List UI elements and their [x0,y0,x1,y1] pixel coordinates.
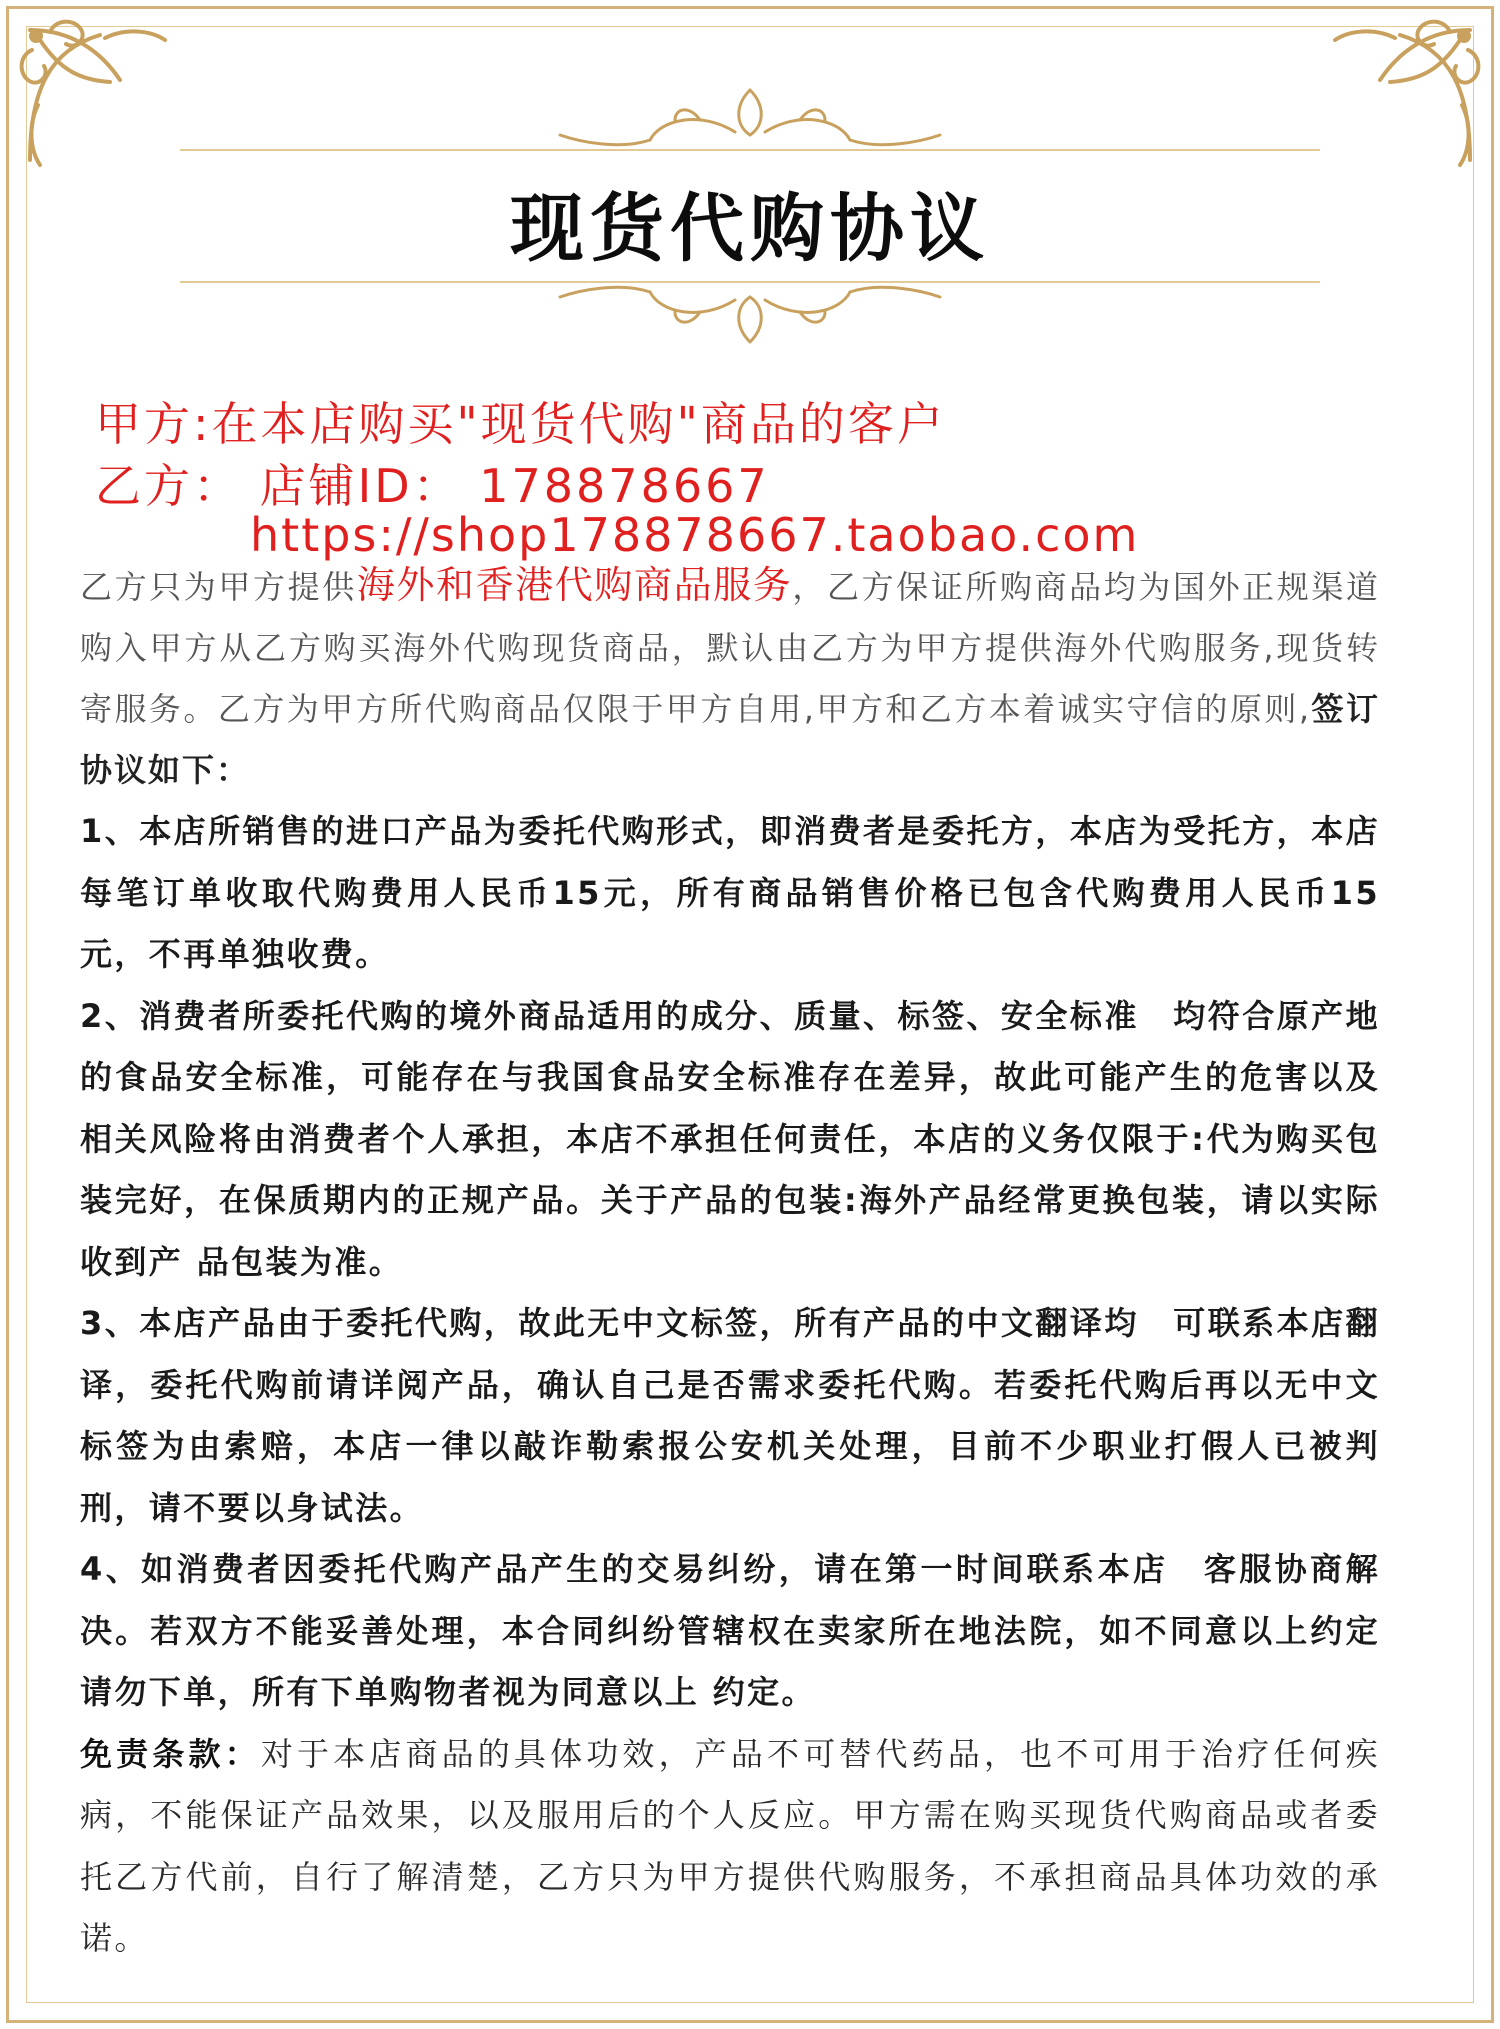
clause-2: 2、消费者所委托代购的境外商品适用的成分、质量、标签、安全标准 均符合原产地的食品安全标准，可能存在与我国食品安全标准存在差异，故此可能产生的危害以及相关风险将由消费者个人承担，本店不承担任何责任，本店的义务仅限于:代为购买包装完好，在保质期内的正规产品。关于产品的包装:海外产品经常更换包装，请以实际收到产 品包装为准。 [80,996,1380,1281]
service-highlight: 海外和香港代购商品服务 [356,563,793,607]
title-ornament-top-icon [180,80,1320,160]
title-ornament-bottom-icon [180,272,1320,352]
agreement-body [80,555,1380,1970]
intro-paragraph [80,555,1380,801]
intro-text-continued: ，乙方保证所购商品均为国外正规渠道购入甲方从乙方购买海外代购现货商品，默认由乙方为甲方提供海外代购服务,现货转寄服务。乙方为甲方所代购商品仅限于甲方自用,甲方和乙方本着诚实守信的原则, [80,568,1380,728]
clause-1: 1、本店所销售的进口产品为委托代购形式，即消费者是委托方，本店为受托方，本店每笔订单收取代购费用人民币15元，所有商品销售价格已包含代购费用人民币15元，不再单独收费。 [80,812,1380,973]
page-title: 现货代购协议 [510,186,990,272]
disclaimer-text: 对于本店商品的具体功效，产品不可替代药品，也不可用于治疗任何疾病，不能保证产品效果，以及服用后的个人反应。甲方需在购买现货代购商品或者委托乙方代前，自行了解清楚，乙方只为甲方提供代购服务，不承担商品具体功效的承诺。 [80,1734,1380,1957]
disclaimer-label: 免责条款： [80,1734,261,1773]
party-a-line: 甲方:在本店购买"现货代购"商品的客户 [95,397,946,451]
corner-ornament-icon [1320,10,1490,180]
disclaimer-paragraph [80,1724,1380,1970]
clause-3: 3、本店产品由于委托代购，故此无中文标签，所有产品的中文翻译均 可联系本店翻译，委托代购前请详阅产品，确认自己是否需求委托代购。若委托代购后再以无中文标签为由索赔，本店一律以敲诈勒索报公安机关处理，目前不少职业打假人已被判刑，请不要以身试法。 [80,1304,1380,1527]
intro-bold-ending: 签订协议如下： [80,690,1380,789]
corner-ornament-icon [10,10,180,180]
clause-4: 4、如消费者因委托代购产品产生的交易纠纷，请在第一时间联系本店 客服协商解决。若双方不能妥善处理，本合同纠纷管辖权在卖家所在地法院，如不同意以上约定请勿下单，所有下单购物者视为同意以上 约定。 [80,1550,1380,1711]
shop-url: https://shop178878667.taobao.com [250,508,1140,562]
party-b-line: 乙方： 店铺ID： 178878667 [95,459,770,513]
intro-text: 乙方只为甲方提供 [80,568,357,606]
